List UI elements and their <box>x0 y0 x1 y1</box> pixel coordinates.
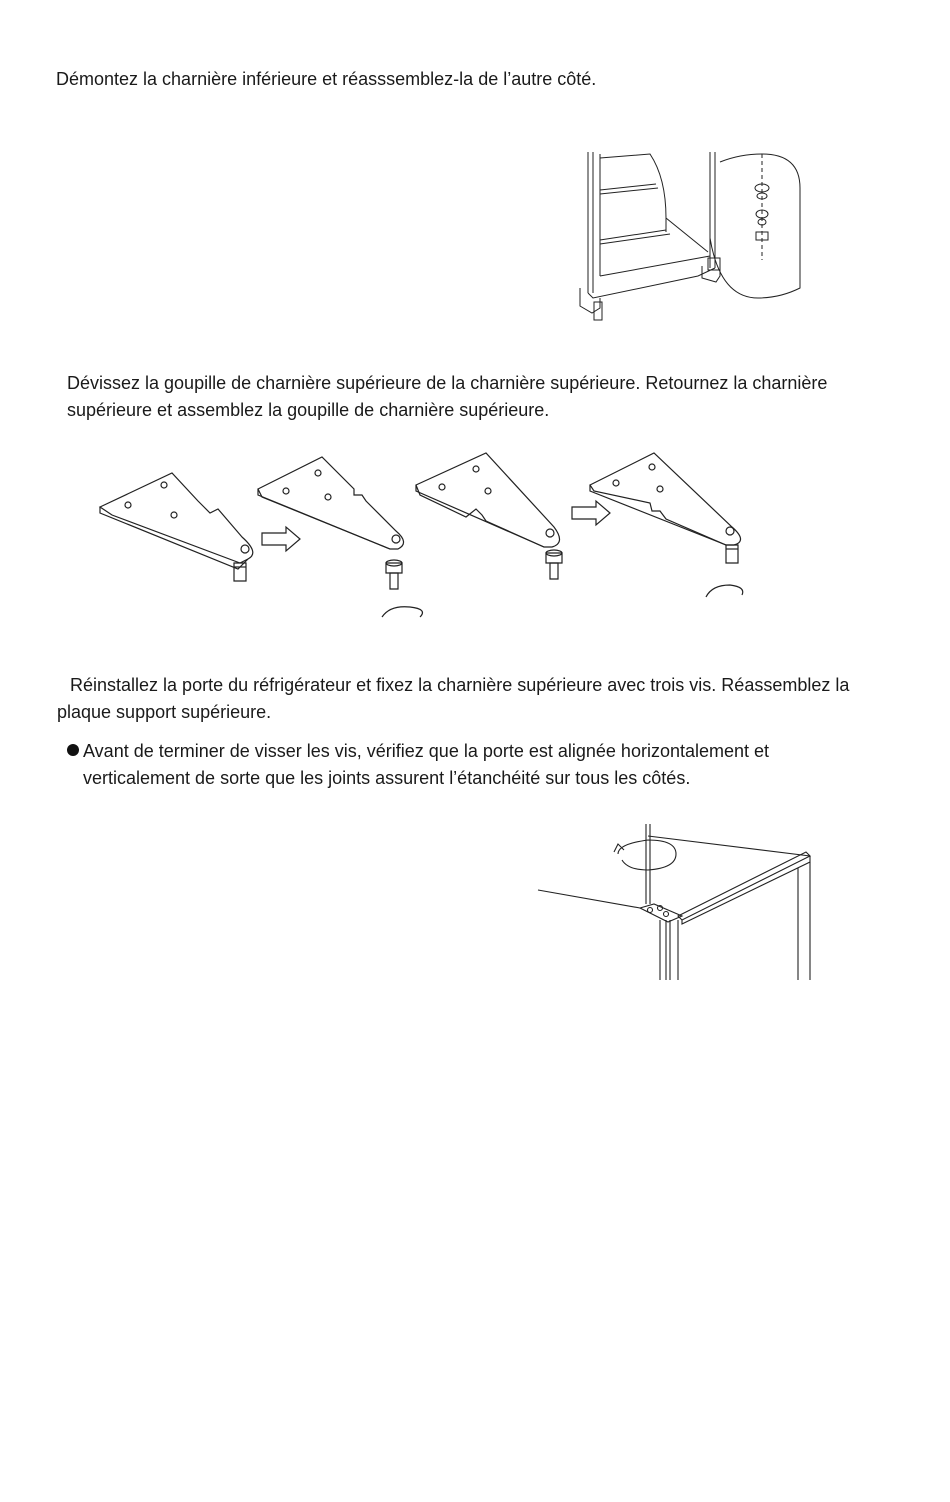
bullet-icon <box>67 744 79 756</box>
hinge-plate-3 <box>416 453 560 547</box>
alignment-note-line2: verticalement de sorte que les joints assurent l’étanchéité sur tous les côtés. <box>83 768 691 788</box>
step-top-hinge-text-line2: supérieure et assemblez la goupille de charnière supérieure. <box>67 400 550 420</box>
rotation-arrow-2 <box>706 585 743 597</box>
hinge-plate-2 <box>258 457 404 549</box>
arrow-right-icon-1 <box>262 527 300 551</box>
hinge-pin-1 <box>386 560 402 589</box>
step-reinstall-door-text-line2: plaque support supérieure. <box>57 702 272 722</box>
arrow-right-icon-2 <box>572 501 610 525</box>
hinge-pin-2 <box>546 550 562 579</box>
step-top-hinge-text-line1: Dévissez la goupille de charnière supérieure de la charnière supérieure. Retournez la charnière <box>67 373 828 393</box>
step-bottom-hinge-text: Démontez la charnière inférieure et réasssemblez-la de l’autre côté. <box>56 69 597 89</box>
fridge-bottom-hinge-illustration <box>570 148 800 328</box>
step-reinstall-door-text-line1: Réinstallez la porte du réfrigérateur et fixez la charnière supérieure avec trois vis. Réassemblez la <box>70 675 850 695</box>
hinge-plate-1 <box>100 473 253 581</box>
rotation-arrow-1 <box>382 607 422 617</box>
door-top-hinge-illustration <box>536 820 816 985</box>
hinge-plate-4 <box>590 453 741 563</box>
rotation-arrow-icon <box>618 840 676 870</box>
hinge-flip-sequence-illustration <box>90 445 760 625</box>
alignment-note-line1: Avant de terminer de visser les vis, vérifiez que la porte est alignée horizontalement et <box>83 741 770 761</box>
